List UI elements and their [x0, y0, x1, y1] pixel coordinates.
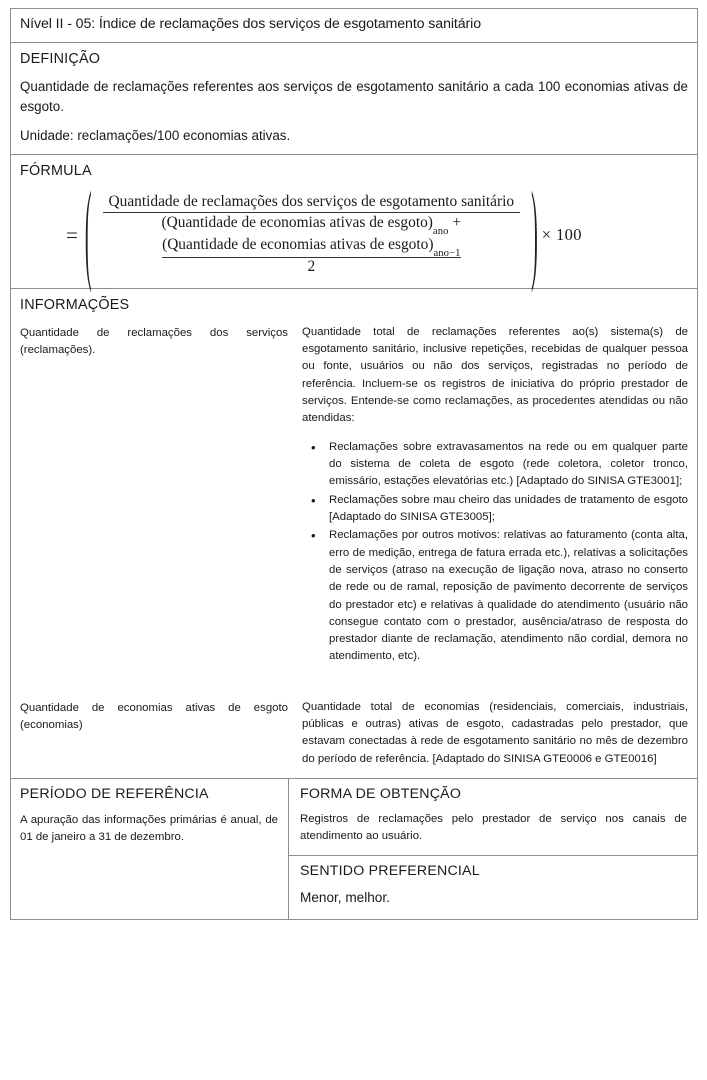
section-definicao	[11, 42, 697, 154]
spacer-right	[302, 667, 688, 699]
denominator-divisor: 2	[307, 258, 316, 276]
forma-obtencao-text: Registros de reclamações pelo prestador de serviço nos canais de atendimento ao usuário.	[300, 813, 687, 843]
info-bullet-list	[302, 439, 688, 666]
info-definition	[302, 324, 688, 667]
denominator-sub-2: ano−1	[433, 247, 461, 259]
section-informacoes	[11, 288, 697, 778]
fraction-numerator: Quantidade de reclamações dos serviços de esgotamento sanitário	[108, 192, 515, 210]
indicator-sheet-table	[10, 8, 698, 920]
periodo-referencia-heading: PERÍODO DE REFERÊNCIA	[20, 786, 209, 803]
sentido-preferencial-heading: SENTIDO PREFERENCIAL	[300, 862, 480, 879]
section-sentido-preferencial	[289, 855, 697, 919]
denominator-line-1	[162, 214, 462, 236]
paren-close: )	[531, 172, 538, 297]
section-forma-obtencao	[289, 779, 697, 855]
info-definition	[302, 699, 688, 768]
section-formula	[11, 154, 697, 297]
indicator-title-row	[11, 9, 697, 42]
denominator-text-1: (Quantidade de economias ativas de esgoto)	[161, 213, 433, 231]
list-item: • Reclamações sobre extravasamentos na rede ou em qualquer parte do sistema de coleta de esgoto (rede coletora, coletor tronco, emissário, estações elevatórias etc.) [Adaptado do SINISA GTE3001];	[302, 439, 688, 491]
definicao-unidade: Unidade: reclamações/100 economias ativas.	[20, 127, 291, 143]
formula-expression	[20, 172, 688, 297]
forma-obtencao-heading: FORMA DE OBTENÇÃO	[300, 786, 462, 803]
formula-multiplier: × 100	[541, 224, 582, 244]
denominator-text-2: (Quantidade de economias ativas de esgoto)	[162, 235, 434, 253]
fraction-denominator	[103, 213, 521, 276]
periodo-referencia-text: A apuração das informações primárias é anual, de 01 de janeiro a 31 de dezembro.	[20, 814, 278, 844]
info-definition-text: Quantidade total de economias (residenciais, comerciais, industriais, públicas e outras) ativas de esgoto, cadastradas pelo prestador, que estavam conectadas à rede de esgotamento sanitário no mês de dezembro do período de referência. [Adaptado do SINISA GTE0006 e GTE0016]	[302, 700, 688, 765]
informacoes-heading: INFORMAÇÕES	[20, 297, 130, 314]
equals-sign: =	[66, 223, 78, 248]
inner-fraction	[162, 214, 462, 276]
list-item: • Reclamações por outros motivos: relativas ao faturamento (conta alta, erro de medição, entrega de fatura errada etc.), relativas a solicitações de serviços (atraso na execução de ligação nova, atraso no conserto de rede ou de ramal, reposição de pavimento decorrente de serviços do prestador etc) e relativas à qualidade do atendimento (usuário não consegue contato com o prestador, ausência/atraso de resposta do prestador diante de reclamação, atendimento não cordial, demora no atendimento, etc).	[302, 527, 688, 666]
denominator-sub-1: ano	[432, 226, 449, 238]
sentido-preferencial-text: Menor, melhor.	[300, 889, 390, 905]
paren-open: (	[84, 172, 92, 297]
main-fraction	[103, 193, 521, 277]
list-item: • Reclamações sobre mau cheiro das unidades de tratamento de esgoto [Adaptado do SINISA GTE3005];	[302, 492, 688, 527]
bottom-right-column	[289, 779, 697, 919]
section-periodo-referencia	[11, 779, 289, 919]
section-bottom	[11, 778, 697, 919]
spacer-left	[20, 667, 288, 699]
page-title: Nível II - 05: Índice de reclamações dos serviços de esgotamento sanitário	[20, 16, 482, 32]
formula-heading: FÓRMULA	[20, 162, 92, 179]
info-term: Quantidade de economias ativas de esgoto (economias)	[20, 701, 288, 731]
definicao-heading: DEFINIÇÃO	[20, 50, 101, 67]
denominator-line-2	[162, 236, 460, 258]
denominator-plus: +	[448, 213, 462, 231]
informacoes-grid	[20, 324, 688, 769]
info-definition-text: Quantidade total de reclamações referentes ao(s) sistema(s) de esgotamento sanitário, inclusive repetições, recebidas de qualquer pessoa ou fonte, usuários ou não dos serviços, registradas no período de referência. Incluem-se os registros de iniciativa do próprio prestador de serviços. Entende-se como reclamações, as procedentes atendidas ou não atendidas:	[302, 325, 688, 425]
info-term: Quantidade de reclamações dos serviços (reclamações).	[20, 326, 288, 356]
definicao-text: Quantidade de reclamações referentes aos serviços de esgotamento sanitário a cada 100 economias ativas de esgoto.	[20, 79, 688, 114]
